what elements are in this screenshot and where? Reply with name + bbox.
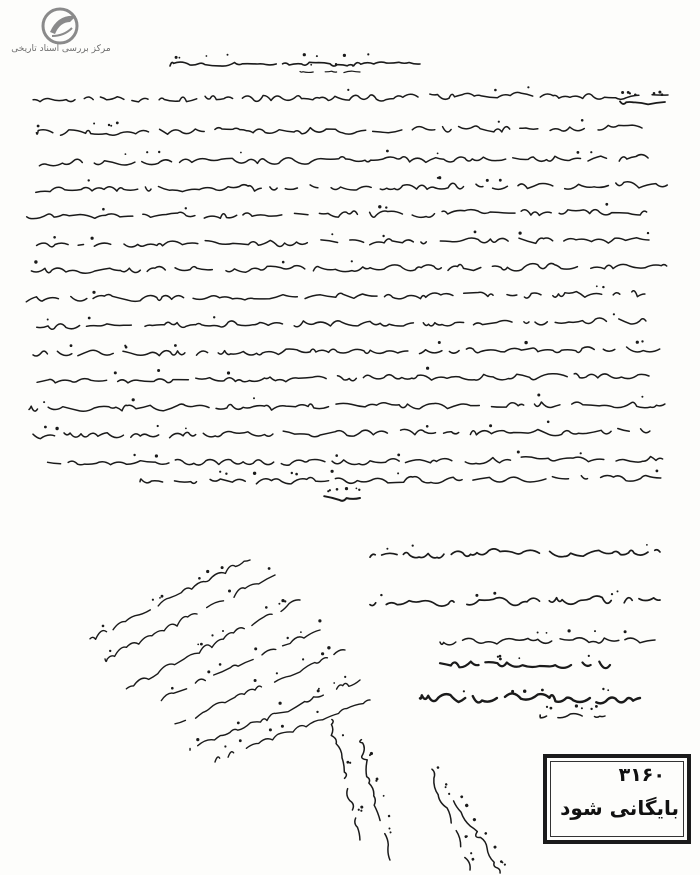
diacritic-dot [116,122,119,125]
signature-scrawl [420,693,640,703]
diacritic-dot [133,454,135,456]
diacritic-dot [474,231,477,234]
signature-line [370,549,660,558]
archive-logo-caption: مرکز بررسی اسناد تاریخی [11,44,111,54]
diacritic-dot [174,344,177,347]
diacritic-dot [291,472,293,474]
diacritic-dot [346,761,349,764]
diacritic-dot [613,313,615,315]
letter-body-line [31,263,666,273]
margin-vertical-note-stroke [328,719,363,840]
margin-vertical-note-stroke [428,769,473,871]
diacritic-dot [617,590,619,592]
archive-logo [2,4,120,62]
margin-vertical-note-stroke [358,739,393,860]
diacritic-dot [331,233,333,235]
diacritic-dot [114,371,117,374]
diacritic-dot [300,631,302,633]
diacritic-dot [388,827,390,829]
diacritic-dot [656,470,659,473]
signature-block [370,544,660,718]
diacritic-dot [661,93,664,96]
letter-body-line [37,374,649,383]
diacritic-dot [185,428,187,430]
signature-date [540,714,605,718]
diacritic-dot [70,344,73,347]
diacritic-dot [269,728,272,731]
diacritic-dot [55,427,58,430]
diacritic-dot [206,55,208,57]
diacritic-dot [335,63,337,65]
diacritic-dot [575,704,578,707]
diacritic-dot [318,688,320,690]
diacritic-dot [125,346,128,349]
diacritic-dot [611,593,613,595]
diacritic-dot [336,488,339,491]
letter-body-line [26,291,645,302]
diacritic-dot [132,398,135,401]
diacritic-dot [527,86,529,88]
diacritic-dot [524,341,527,344]
diacritic-dot [629,92,631,94]
diacritic-dot [88,179,90,181]
letter-body-lines [26,53,668,501]
diacritic-dot [658,91,661,94]
diacritic-dot [380,594,382,596]
margin-vertical-note [328,717,371,840]
diacritic-dot [489,424,492,427]
signature-line [370,596,660,606]
diacritic-dot [511,690,514,693]
diacritic-dot [463,690,465,692]
diacritic-dot [327,490,329,492]
margin-note-line [90,560,250,639]
diacritic-dot [43,401,45,403]
diacritic-dot [590,708,592,710]
diacritic-dot [494,89,497,92]
diacritic-dot [157,369,160,372]
diacritic-dot [211,634,213,636]
diacritic-dot [225,473,227,475]
margin-vertical-note [428,765,480,870]
letter-body-line [140,476,661,484]
diacritic-dot [352,65,354,67]
diacritic-dot [499,655,502,658]
diacritic-dot [497,656,499,658]
diacritic-dot [200,643,203,646]
diacritic-dot [335,454,338,457]
diacritic-dot [596,285,598,287]
diacritic-dot [239,739,242,742]
letter-body-line [36,182,668,193]
diacritic-dot [219,663,222,666]
diacritic-dot [367,53,369,55]
diacritic-dot [254,647,257,650]
letter-body-line [39,155,648,166]
letter-body-line [37,318,646,329]
diacritic-dot [227,371,230,374]
header-date-line [170,62,420,66]
diacritic-dot [383,795,385,797]
diacritic-dot [343,54,346,57]
diacritic-dot [316,55,318,57]
diacritic-dot [37,125,40,128]
diacritic-dot [227,54,229,56]
diacritic-dot [282,261,285,264]
diacritic-dot [519,232,522,235]
diacritic-dot [91,237,94,240]
diacritic-dot [523,690,526,693]
diacritic-dot [448,792,451,795]
diacritic-dot [493,845,497,849]
diacritic-dot [349,761,352,764]
diacritic-dot [486,179,489,182]
diacritic-dot [568,629,571,632]
diacritic-dot [321,652,324,655]
diacritic-dot [240,152,242,154]
diacritic-dot [206,570,209,573]
diacritic-dot [499,179,502,182]
signoff-mark [324,496,360,501]
diacritic-dot [310,64,312,66]
diacritic-dot [253,397,255,399]
diacritic-dot [279,702,282,705]
diacritic-dot [636,341,639,344]
archive-stamp-label: بایگانی شود [560,796,679,820]
diacritic-dot [550,707,553,710]
diacritic-dot [437,153,439,155]
diacritic-dot [152,599,154,601]
diacritic-dot [159,597,161,599]
diacritic-dot [641,396,643,398]
diacritic-dot [470,852,473,855]
diacritic-dot [412,545,414,547]
margin-note-line [161,630,320,701]
diacritic-dot [541,689,544,692]
diacritic-dot [464,803,469,808]
diacritic-dot [647,232,649,234]
letter-body-line [29,402,665,411]
diacritic-dot [303,53,306,56]
diacritic-dot [646,544,648,546]
diacritic-dot [444,786,447,789]
diacritic-dot [347,89,349,91]
margin-annotations [90,560,509,874]
diacritic-dot [460,795,464,799]
diacritic-dot [185,207,187,209]
diacritic-dot [588,655,590,657]
diacritic-dot [445,783,448,786]
diacritic-dot [580,452,582,454]
diacritic-dot [344,676,346,678]
letter-body-line [37,238,649,247]
margin-vertical-note [453,794,509,874]
diacritic-dot [389,831,391,833]
diacritic-dot [577,151,580,154]
diacritic-dot [607,689,609,691]
diacritic-dot [102,625,105,628]
diacritic-dot [385,206,387,208]
diacritic-dot [93,123,95,125]
diacritic-dot [213,316,215,318]
diacritic-dot [175,56,178,59]
diacritic-dot [360,805,364,809]
diacritic-dot [351,260,353,262]
diacritic-dot [546,706,548,708]
diacritic-dot [624,630,627,633]
diacritic-dot [155,454,158,457]
diacritic-dot [284,600,286,602]
diacritic-dot [342,734,345,737]
diacritic-dot [88,317,91,320]
letter-body-line [33,429,650,439]
diacritic-dot [438,341,441,344]
diacritic-dot [179,57,181,59]
diacritic-dot [641,340,643,342]
diacritic-dot [108,124,110,126]
signature-scrawl [440,662,610,669]
diacritic-dot [327,646,330,649]
diacritic-dot [498,121,500,123]
diacritic-dot [436,766,439,769]
diacritic-dot [207,670,210,673]
diacritic-dot [484,832,488,836]
diacritic-dot [397,454,400,457]
diacritic-dot [53,236,56,239]
margin-vertical-note-stroke [453,798,503,874]
diacritic-dot [471,857,475,861]
signature-line [440,638,655,645]
diacritic-dot [356,488,358,490]
diacritic-dot [426,367,429,370]
diacritic-dot [493,592,496,595]
diacritic-dot [316,711,318,713]
diacritic-dot [382,235,384,237]
letter-body-line [33,347,660,356]
salutation-word [620,101,665,104]
diacritic-dot [358,489,360,491]
archive-stamp-number: ۳۱۶۰ [618,764,665,786]
diacritic-dot [161,595,164,598]
diacritic-dot [537,394,540,397]
diacritic-dot [44,426,47,429]
diacritic-dot [171,687,174,690]
diacritic-dot [594,630,596,632]
diacritic-dot [475,594,478,597]
diacritic-dot [547,421,550,424]
diacritic-dot [237,722,240,725]
diacritic-dot [318,619,321,622]
diacritic-dot [281,725,284,728]
diacritic-dot [102,208,105,211]
diacritic-dot [295,473,298,476]
diacritic-dot [581,119,584,122]
diacritic-dot [302,658,304,660]
diacritic-dot [278,603,280,605]
diacritic-dot [157,425,159,427]
diacritic-dot [605,203,608,206]
archive-logo-icon [36,6,88,46]
diacritic-dot [265,606,268,609]
diacritic-dot [198,577,201,580]
diacritic-dot [253,472,256,475]
diacritic-dot [621,91,624,94]
diacritic-dot [125,153,127,155]
archive-stamp [543,754,691,844]
header-date-underline [300,71,360,73]
margin-vertical-note [358,737,401,860]
diacritic-dot [437,177,439,179]
margin-note-line [175,650,345,724]
diacritic-dot [158,151,160,153]
diacritic-dot [602,688,604,690]
diacritic-dot [287,637,289,639]
diacritic-dot [219,471,221,473]
diacritic-dot [268,567,271,570]
diacritic-dot [388,815,391,818]
diacritic-dot [602,286,604,288]
diacritic-dot [590,151,592,153]
diacritic-dot [517,451,520,454]
diacritic-dot [228,590,231,593]
diacritic-dot [110,125,112,127]
diacritic-dot [581,707,583,709]
letter-body-line [27,210,647,219]
diacritic-dot [333,682,335,684]
diacritic-dot [378,205,381,208]
diacritic-dot [222,630,224,632]
diacritic-dot [196,738,199,741]
diacritic-dot [276,672,278,674]
diacritic-dot [254,679,257,682]
letter-body-line [33,92,668,102]
diacritic-dot [221,566,224,569]
diacritic-dot [317,689,320,692]
diacritic-dot [34,260,37,263]
diacritic-dot [546,632,548,634]
diacritic-dot [331,470,334,473]
diacritic-dot [386,548,388,550]
diacritic-dot [386,150,389,153]
diacritic-dot [360,809,363,812]
diacritic-dot [537,632,539,634]
diacritic-dot [357,808,360,811]
diacritic-dot [472,817,476,821]
diacritic-dot [109,650,111,652]
diacritic-dot [653,92,656,95]
diacritic-dot [634,94,637,97]
diacritic-dot [197,644,199,646]
diacritic-dot [499,658,502,661]
diacritic-dot [397,472,399,474]
diacritic-dot [595,705,598,708]
diacritic-dot [426,425,429,428]
letter-body-line [36,125,642,135]
diacritic-dot [92,291,95,294]
diacritic-dot [224,745,226,747]
diacritic-dot [518,657,520,659]
letter-body-line [48,457,663,466]
diacritic-dot [345,487,348,490]
diacritic-dot [146,151,148,153]
diacritic-dot [47,319,49,321]
diacritic-dot [503,863,506,866]
